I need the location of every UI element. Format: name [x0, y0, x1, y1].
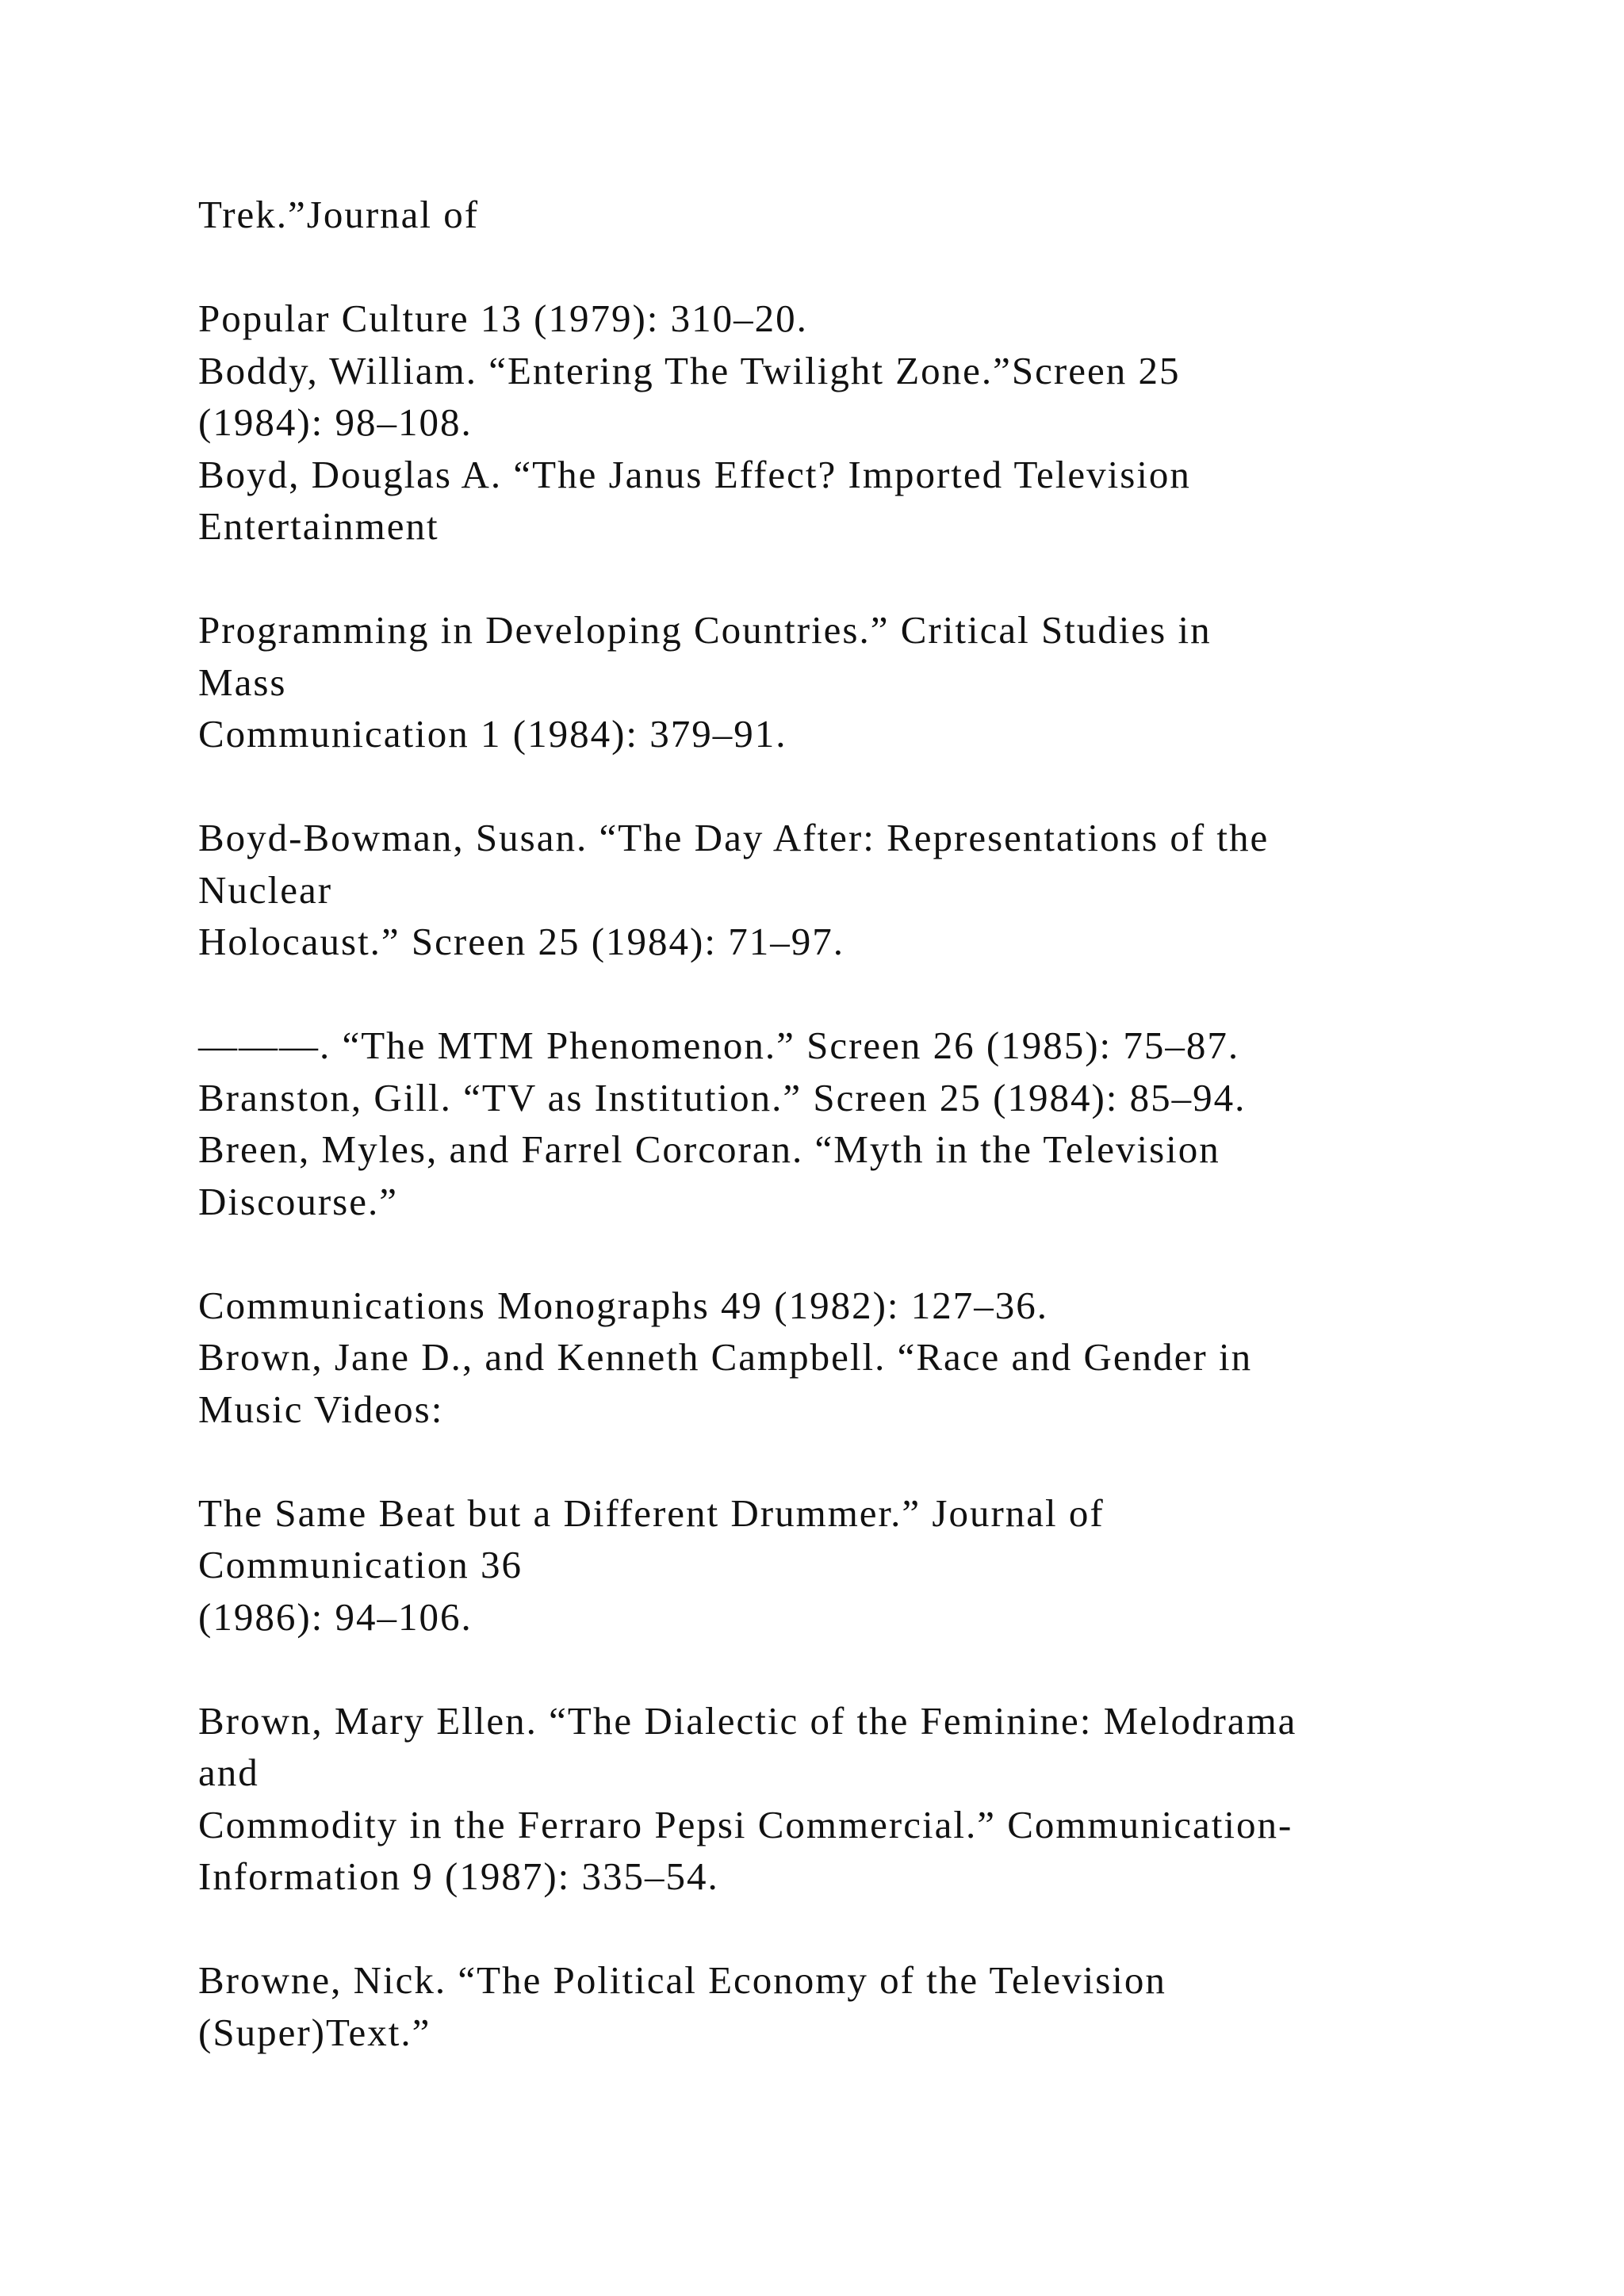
text-line: (Super)Text.”: [198, 2010, 431, 2054]
blank-line: [198, 1643, 1546, 1695]
text-line: Discourse.”: [198, 1179, 398, 1223]
text-line: Branston, Gill. “TV as Institution.” Screen 25 (1984): 85–94.: [198, 1075, 1247, 1119]
text-line: Boyd-Bowman, Susan. “The Day After: Representations of the: [198, 816, 1270, 859]
text-line: Mass: [198, 660, 287, 704]
text-line: Boyd, Douglas A. “The Janus Effect? Imported Television: [198, 452, 1191, 496]
text-line: Entertainment: [198, 504, 439, 548]
text-line: Boddy, William. “Entering The Twilight Zone.”Screen 25: [198, 348, 1181, 392]
text-line: and: [198, 1751, 259, 1794]
text-line: Trek.”Journal of: [198, 193, 480, 236]
text-line: Communication 36: [198, 1543, 523, 1586]
text-line: Communication 1 (1984): 379–91.: [198, 712, 787, 756]
text-line: Brown, Mary Ellen. “The Dialectic of the Feminine: Melodrama: [198, 1698, 1297, 1743]
text-line: Nuclear: [198, 867, 333, 912]
blank-line: [198, 968, 1546, 1020]
text-line: Popular Culture 13 (1979): 310–20.: [198, 297, 808, 340]
text-line: Music Videos:: [198, 1387, 444, 1431]
blank-line: [198, 1903, 1546, 1955]
blank-line: [198, 553, 1546, 605]
text-line: Browne, Nick. “The Political Economy of the Television: [198, 1958, 1166, 2002]
text-line: ———. “The MTM Phenomenon.” Screen 26 (1985): 75–87.: [198, 1024, 1240, 1067]
text-line: Commodity in the Ferraro Pepsi Commercial.” Communication-: [198, 1802, 1293, 1846]
text-line: (1984): 98–108.: [198, 400, 473, 444]
text-line: Brown, Jane D., and Kenneth Campbell. “Race and Gender in: [198, 1335, 1253, 1379]
text-line: Information 9 (1987): 335–54.: [198, 1854, 719, 1898]
bibliography-text: [198, 189, 1546, 2058]
text-line: Holocaust.” Screen 25 (1984): 71–97.: [198, 920, 845, 963]
blank-line: [198, 1227, 1546, 1280]
text-line: Communications Monographs 49 (1982): 127–36.: [198, 1283, 1049, 1327]
text-line: The Same Beat but a Different Drummer.” Journal of: [198, 1490, 1105, 1535]
text-line: Programming in Developing Countries.” Critical Studies in: [198, 608, 1212, 652]
blank-line: [198, 241, 1546, 293]
text-line: Breen, Myles, and Farrel Corcoran. “Myth in the Television: [198, 1127, 1220, 1171]
blank-line: [198, 760, 1546, 813]
text-line: (1986): 94–106.: [198, 1594, 473, 1639]
blank-line: [198, 1435, 1546, 1487]
